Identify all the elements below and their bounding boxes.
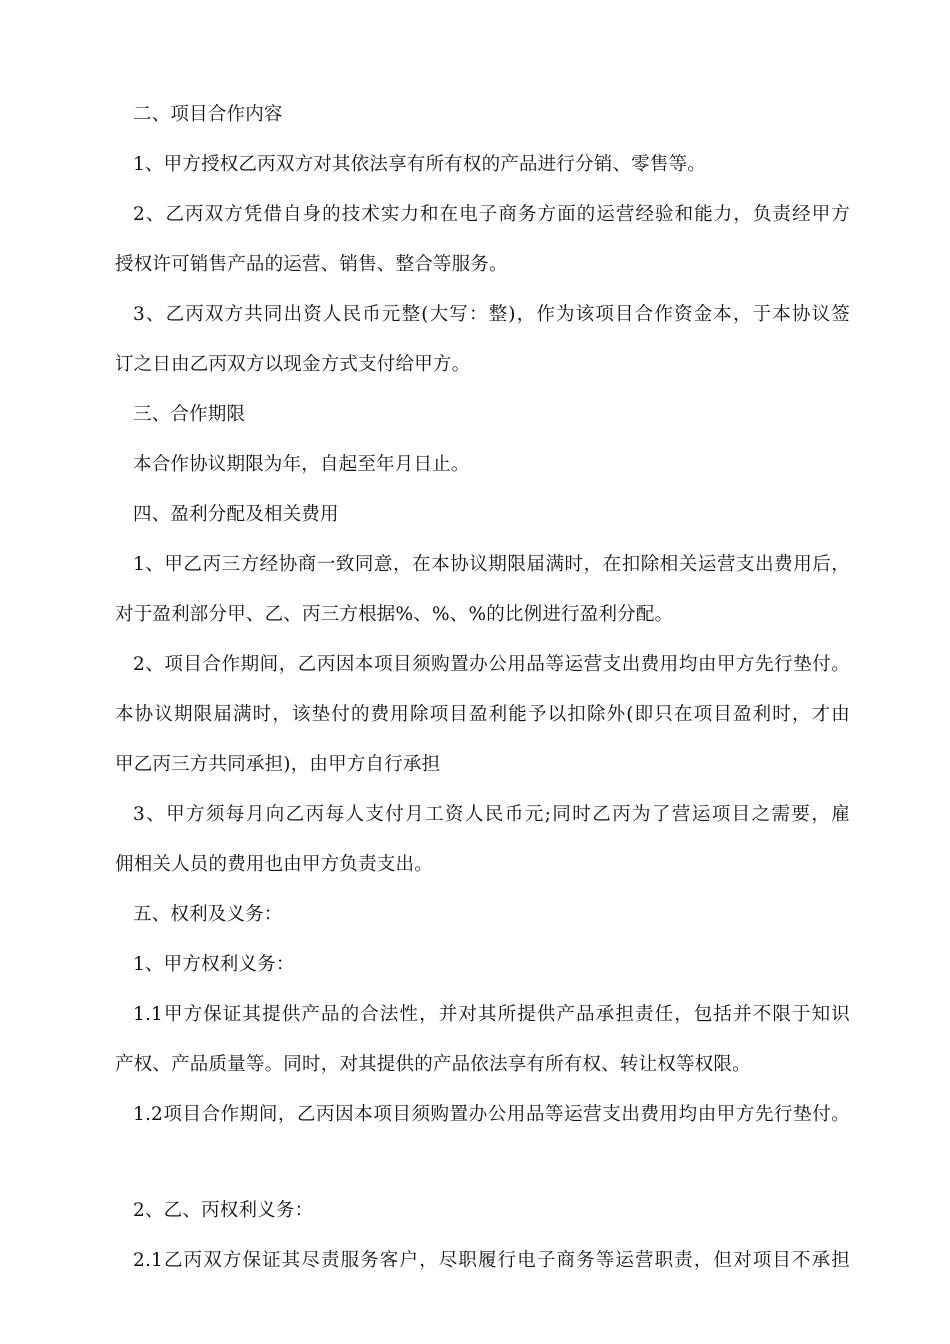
clause-5-2-1-line-1: 2.1乙丙双方保证其尽责服务客户，尽职履行电子商务等运营职责，但对项目不承担 — [133, 1250, 850, 1271]
clause-2-2-line-2: 授权许可销售产品的运营、销售、整合等服务。 — [115, 254, 508, 275]
clause-2-2-line-1: 2、乙丙双方凭借自身的技术实力和在电子商务方面的运营经验和能力，负责经甲方 — [133, 204, 850, 225]
section-heading-2: 二、项目合作内容 — [133, 104, 283, 125]
clause-3-body: 本合作协议期限为年，自起至年月日止。 — [133, 454, 470, 475]
clause-4-2-line-1: 2、项目合作期间，乙丙因本项目须购置办公用品等运营支出费用均由甲方先行垫付。 — [133, 654, 850, 675]
clause-4-1-line-2: 对于盈利部分甲、乙、丙三方根据%、%、%的比例进行盈利分配。 — [115, 604, 674, 625]
clause-2-1: 1、甲方授权乙丙双方对其依法享有所有权的产品进行分销、零售等。 — [133, 154, 706, 175]
clause-2-3-line-2: 订之日由乙丙双方以现金方式支付给甲方。 — [115, 354, 471, 375]
clause-5-1-2: 1.2项目合作期间，乙丙因本项目须购置办公用品等运营支出费用均由甲方先行垫付。 — [133, 1104, 850, 1125]
section-heading-3: 三、合作期限 — [133, 404, 246, 425]
clause-5-1-1-line-2: 产权、产品质量等。同时，对其提供的产品依法享有所有权、转让权等权限。 — [115, 1054, 751, 1075]
clause-4-2-line-3: 甲乙丙三方共同承担)，由甲方自行承担 — [115, 754, 441, 775]
subheading-5-2: 2、乙、丙权利义务： — [133, 1200, 314, 1221]
clause-4-2-line-2: 本协议期限届满时，该垫付的费用除项目盈利能予以扣除外(即只在项目盈利时，才由 — [115, 704, 850, 725]
clause-4-3-line-1: 3、甲方须每月向乙丙每人支付月工资人民币元;同时乙丙为了营运项目之需要，雇 — [133, 804, 850, 825]
clause-4-3-line-2: 佣相关人员的费用也由甲方负责支出。 — [115, 854, 433, 875]
section-heading-4: 四、盈利分配及相关费用 — [133, 504, 339, 525]
clause-4-1-line-1: 1、甲乙丙三方经协商一致同意，在本协议期限届满时，在扣除相关运营支出费用后， — [133, 554, 850, 575]
subheading-5-1: 1、甲方权利义务： — [133, 954, 295, 975]
clause-2-3-line-1: 3、乙丙双方共同出资人民币元整(大写：整)，作为该项目合作资金本，于本协议签 — [133, 304, 850, 325]
clause-5-1-1-line-1: 1.1甲方保证其提供产品的合法性，并对其所提供产品承担责任，包括并不限于知识 — [133, 1004, 850, 1025]
section-heading-5: 五、权利及义务： — [133, 904, 283, 925]
